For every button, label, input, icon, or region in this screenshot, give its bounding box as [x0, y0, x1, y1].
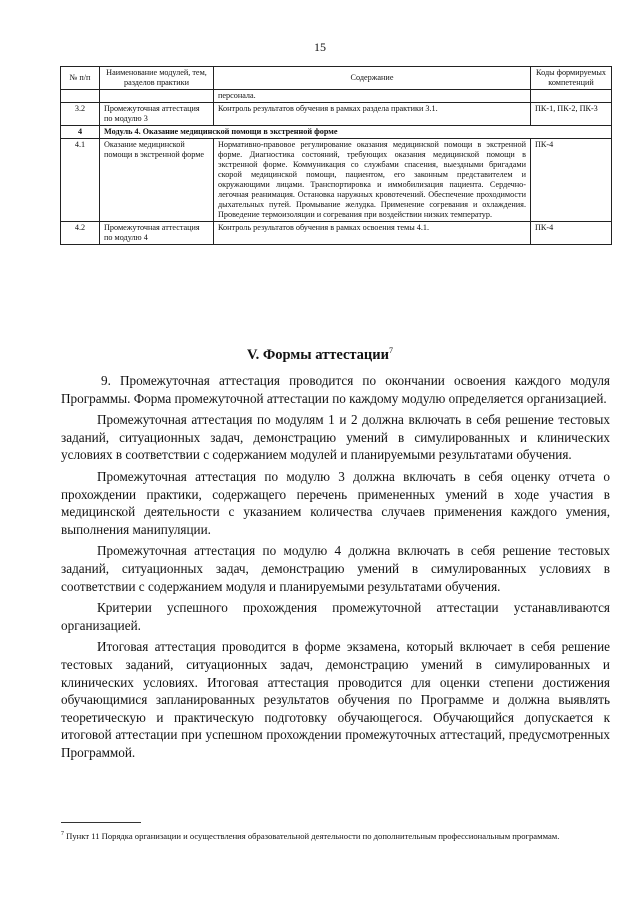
table-row	[61, 103, 612, 126]
paragraph: Промежуточная аттестация по модулю 4 должна включать в себя решение тестовых заданий, ситуационных задач, демонстрацию умений в симулированных условиях в соответствии с содержанием модуля и планируемыми результатами обучения.	[61, 543, 610, 594]
paragraph: 9. Промежуточная аттестация проводится по окончании освоения каждого модуля Программы. Форма промежуточной аттестации по каждому модулю определяется организацией.	[61, 373, 610, 406]
row-codes: ПК-4	[531, 222, 612, 245]
row-content: Контроль результатов обучения в рамках раздела практики 3.1.	[214, 103, 531, 126]
table-row-continuation	[61, 90, 612, 103]
row-num: 3.2	[61, 103, 100, 126]
row-module: Промежуточная аттестация по модулю 4	[100, 222, 214, 245]
program-content-table	[60, 66, 612, 245]
row-codes: ПК-4	[531, 139, 612, 222]
body-text	[61, 372, 610, 765]
continuation-cell: персонала.	[214, 90, 531, 103]
header-num: № п/п	[61, 67, 100, 90]
header-codes: Коды формируемых компетенций	[531, 67, 612, 90]
paragraph: Промежуточная аттестация по модулю 3 должна включать в себя оценку отчета о прохождении практики, содержащего перечень примененных умений в ходе участия в медицинской деятельности с указанием количества случаев применения каждого умения, выполнения манипуляции.	[61, 468, 610, 537]
module-title: Модуль 4. Оказание медицинской помощи в экстренной форме	[100, 126, 612, 139]
footnote-mark: 7	[61, 831, 64, 837]
row-num: 4.2	[61, 222, 100, 245]
section-title-text: V. Формы аттестации	[246, 346, 389, 363]
header-module: Наименование модулей, тем, разделов практики	[100, 67, 214, 90]
paragraph: Итоговая аттестация проводится в форме экзамена, который включает в себя решение тестовых заданий, ситуационных задач, демонстрацию умений в симулированных и клинических условиях. Итоговая аттестация проводится для оценки степени достижения обучающимися запланированных результатов обучения по Программе и должна выявлять теоретическую и практическую подготовку обучающегося. Обучающийся допускается к итоговой аттестации при успешном прохождении промежуточных аттестаций, предусмотренных Программой.	[61, 639, 610, 760]
row-num: 4.1	[61, 139, 100, 222]
paragraph: Критерии успешного прохождения промежуточной аттестации устанавливаются организацией.	[61, 600, 610, 633]
row-codes: ПК-1, ПК-2, ПК-3	[531, 103, 612, 126]
page-number: 15	[314, 40, 326, 54]
footnote-divider	[61, 822, 141, 823]
row-content: Нормативно-правовое регулирование оказания медицинской помощи в экстренной форме. Диагностика состояний, требующих оказания медицинской помощи в экстренной форме. Коммуникация со службами спасения, выездными бригадами скорой медицинской помощи, пациентом, его законным представителем и окружающими лицами. Транспортировка и иммобилизация пациента. Сердечно-легочная реанимация. Остановка наружных кровотечений. Обеспечение проходимости дыхательных путей. Промывание желудка. Применение согревания и охлаждения. Проведение термоизоляции и согревания при воздействии низких температур.	[214, 139, 531, 222]
table-row	[61, 222, 612, 245]
table-module-row	[61, 126, 612, 139]
row-module: Промежуточная аттестация по модулю 3	[100, 103, 214, 126]
row-num: 4	[61, 126, 100, 139]
section-title	[0, 346, 640, 364]
table-header-row	[61, 67, 612, 90]
footnote	[61, 828, 610, 842]
table-row	[61, 139, 612, 222]
paragraph: Промежуточная аттестация по модулям 1 и 2 должна включать в себя решение тестовых заданий, ситуационных задач, демонстрацию умений в симулированных и клинических условиях в соответствии с содержанием модулей и планируемыми результатами обучения.	[61, 412, 610, 463]
header-content: Содержание	[214, 67, 531, 90]
row-content: Контроль результатов обучения в рамках освоения темы 4.1.	[214, 222, 531, 245]
row-module: Оказание медицинской помощи в экстренной форме	[100, 139, 214, 222]
footnote-text: Пункт 11 Порядка организации и осуществления образовательной деятельности по дополнительным профессиональным программам.	[66, 830, 560, 841]
footnote-ref: 7	[389, 346, 393, 355]
